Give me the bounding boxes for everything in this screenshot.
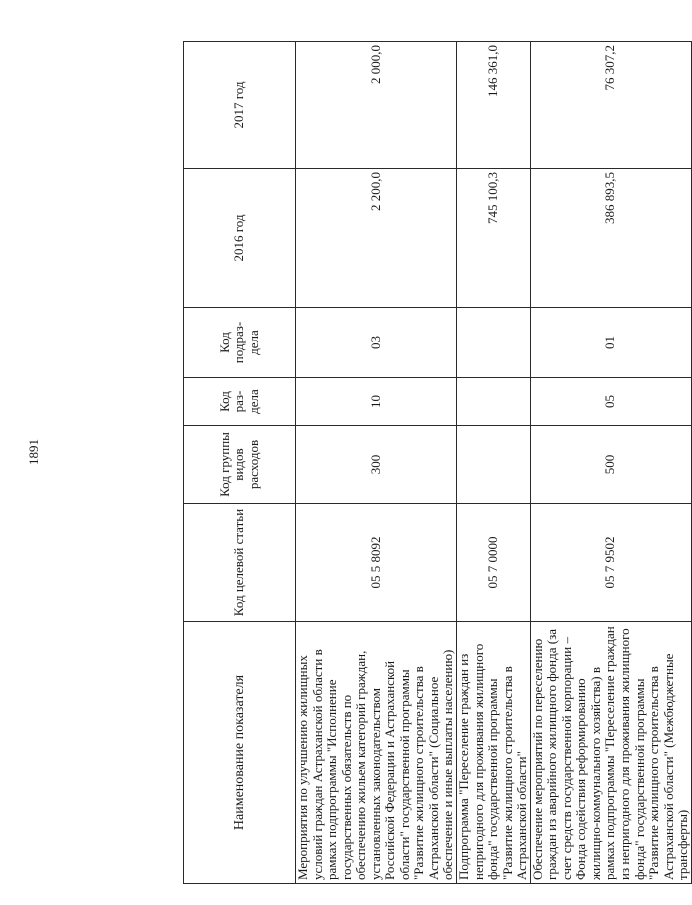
cell-year-2016: 2 200,0 bbox=[296, 169, 457, 308]
cell-year-2017: 76 307,2 bbox=[530, 42, 691, 169]
table-row bbox=[296, 42, 457, 884]
header-year-2016: 2016 год bbox=[184, 169, 296, 308]
table-row bbox=[530, 42, 691, 884]
cell-year-2017: 146 361,0 bbox=[457, 42, 531, 169]
header-expense-group-code: Код группы видов расходов bbox=[184, 426, 296, 504]
header-year-2017: 2017 год bbox=[184, 42, 296, 169]
cell-target-code: 05 7 9502 bbox=[530, 504, 691, 622]
budget-table bbox=[183, 41, 692, 884]
cell-year-2016: 745 100,3 bbox=[457, 169, 531, 308]
rotated-table-container bbox=[183, 42, 691, 884]
cell-subsection-code: 01 bbox=[530, 308, 691, 378]
header-subsection-code: Код подраз-дела bbox=[184, 308, 296, 378]
cell-year-2017: 2 000,0 bbox=[296, 42, 457, 169]
cell-subsection-code bbox=[457, 308, 531, 378]
cell-section-code: 10 bbox=[296, 378, 457, 426]
cell-section-code: 05 bbox=[530, 378, 691, 426]
cell-target-code: 05 5 8092 bbox=[296, 504, 457, 622]
cell-subsection-code: 03 bbox=[296, 308, 457, 378]
cell-name: Подпрограмма "Переселение граждан из непригодного для проживания жилищного фонда" государственной программы "Развитие жилищного строительства в Астраханской области" bbox=[457, 622, 531, 884]
cell-year-2016: 386 893,5 bbox=[530, 169, 691, 308]
cell-expense-group-code bbox=[457, 426, 531, 504]
cell-name: Мероприятия по улучшению жилищных условий граждан Астраханской области в рамках подпрограммы "Исполнение государственных обязательств по обеспечению жильем категорий граждан, установленных законодательством Российской Федерации и Астраханской области" государственной программы "Развитие жилищного строительства в Астраханской области" (Социальное обеспечение и иные выплаты населению) bbox=[296, 622, 457, 884]
table-header-row bbox=[184, 42, 296, 884]
cell-section-code bbox=[457, 378, 531, 426]
table-row bbox=[457, 42, 531, 884]
cell-expense-group-code: 500 bbox=[530, 426, 691, 504]
cell-target-code: 05 7 0000 bbox=[457, 504, 531, 622]
cell-expense-group-code: 300 bbox=[296, 426, 457, 504]
page-number: 1891 bbox=[26, 439, 41, 465]
header-name: Наименование показателя bbox=[184, 622, 296, 884]
cell-name: Обеспечение мероприятий по переселению граждан из аварийного жилищного фонда (за счет средств государственной корпорации – Фонда содействия реформированию жилищно-коммунального хозяйства) в рамках подпрограммы "Переселение граждан из непригодного для проживания жилищного фонда" государственной программы "Развитие жилищного строительства в Астраханской области" (Межбюджетные трансферты) bbox=[530, 622, 691, 884]
header-section-code: Код раз-дела bbox=[184, 378, 296, 426]
header-target-code: Код целевой статьи bbox=[184, 504, 296, 622]
